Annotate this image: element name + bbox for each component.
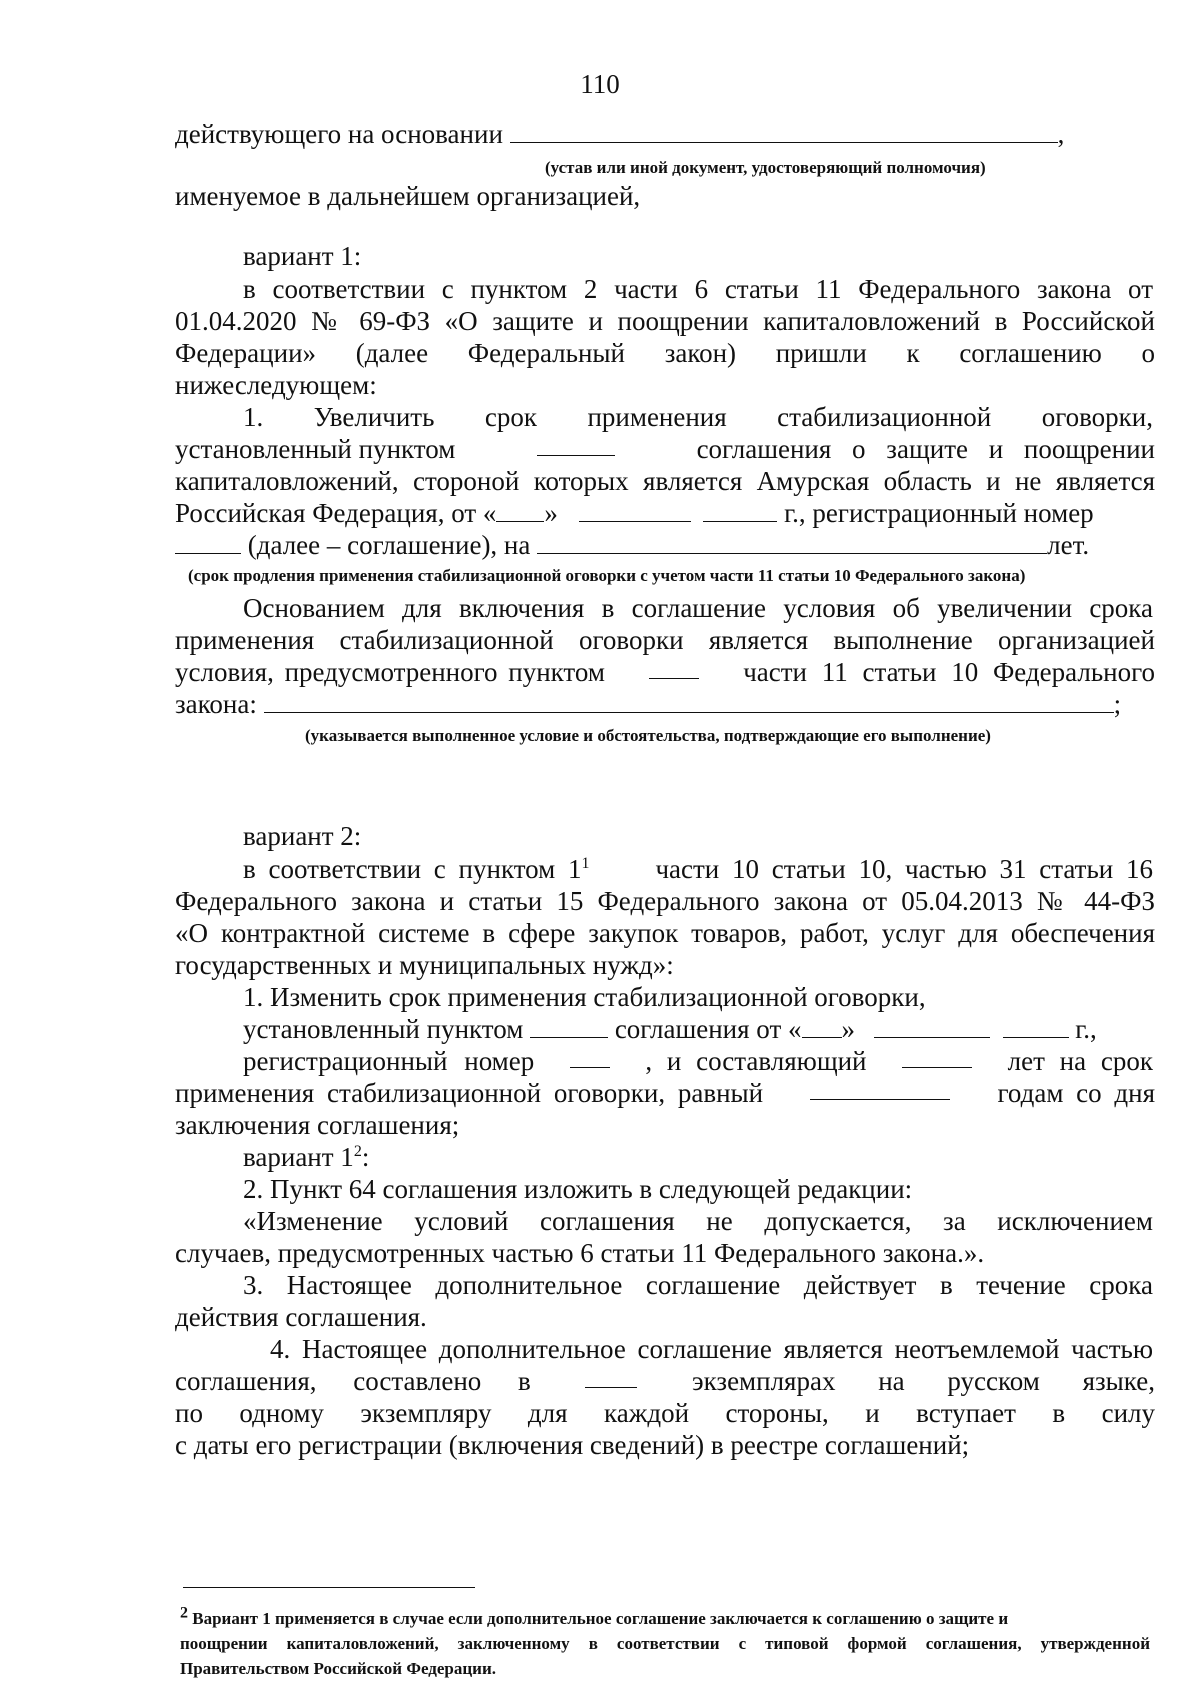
v2-item2-line2: «Изменение условий соглашения не допускается, за исключением [243, 1206, 1153, 1236]
v2-item1-l4b: годам со дня [997, 1078, 1155, 1108]
v1-item1-line5 [175, 529, 1155, 561]
variant1-title: вариант 1: [243, 241, 362, 271]
v2-p-line1 [243, 853, 1153, 885]
v2-p-l1-sup: 1 [581, 855, 590, 872]
named-as: именуемое в дальнейшем организацией, [175, 181, 641, 211]
v2-item1-line3 [243, 1045, 1153, 1077]
v1-p1-line4: нижеследующем: [175, 370, 377, 400]
v1-item1-l5a: (далее – соглашение), на [247, 530, 531, 560]
v2-p-l1a-text: в соответствии с пунктом 1 [243, 854, 582, 884]
v2-item1-l2a: установленный пунктом [243, 1014, 524, 1044]
v1-item1-line3: капиталовложений, стороной которых является Амурская область и не является [175, 466, 1155, 496]
v2-item2-line1: 2. Пункт 64 соглашения изложить в следующей редакции: [243, 1174, 913, 1204]
v2-p-line2: Федерального закона и статьи 15 Федерального закона от 05.04.2013 № 44-ФЗ [175, 886, 1155, 916]
v2-item1-l4a: применения стабилизационной оговорки, равный [175, 1078, 764, 1108]
v2-item1-line2 [243, 1013, 1153, 1045]
v1-regnum-blank[interactable] [175, 531, 241, 554]
v2-item1-l2b: соглашения от « [614, 1014, 802, 1044]
v1-years-blank[interactable] [537, 531, 1047, 554]
v2-item1-l2c: » [841, 1014, 855, 1044]
v1-item1-line1: 1. Увеличить срок применения стабилизационной оговорки, [243, 402, 1153, 432]
v2-p-line3: «О контрактной системе в сфере закупок товаров, работ, услуг для обеспечения [175, 918, 1155, 948]
v1-item1-l2a: установленный пунктом [175, 434, 456, 464]
v1-p1-line1: в соответствии с пунктом 2 части 6 статьи 11 Федерального закона от [243, 274, 1153, 304]
footnote-line1 [180, 1606, 1150, 1631]
v2-sub-title-text: вариант 1 [243, 1142, 354, 1172]
v2-years-blank[interactable] [902, 1045, 972, 1068]
v1-basis-line3 [175, 656, 1155, 688]
v1-item1-l4a: Российская Федерация, от « [175, 498, 497, 528]
v2-item4-l2a: соглашения, составлено в [175, 1366, 531, 1396]
v2-sub-colon: : [361, 1142, 370, 1172]
v1-condition-hint: (указывается выполненное условие и обстоятельства, подтверждающие его выполнение) [305, 726, 991, 745]
v1-basis-l4b: ; [1113, 689, 1122, 719]
v2-item1-l3c: лет на срок [1007, 1046, 1153, 1076]
v2-day-blank[interactable] [802, 1015, 842, 1038]
basis-hint: (устав или иной документ, удостоверяющий полномочия) [545, 158, 986, 177]
footnote-line3: Правительством Российской Федерации. [180, 1659, 497, 1678]
v2-p-line4: государственных и муниципальных нужд»: [175, 950, 674, 980]
v1-item1-l4b: » [544, 498, 558, 528]
v2-year-blank[interactable] [1003, 1015, 1069, 1038]
v1-item1-line2 [175, 433, 1155, 465]
v1-basis-l3b: части 11 статьи 10 Федерального [743, 657, 1155, 687]
v1-condition-blank[interactable] [264, 690, 1114, 713]
v2-item1-line5: заключения соглашения; [175, 1110, 460, 1140]
v1-basis-l3a: условия, предусмотренного пунктом [175, 657, 605, 687]
v2-term-blank[interactable] [810, 1077, 950, 1100]
v2-item1-l2d: г., [1075, 1014, 1097, 1044]
v2-item1-line4 [175, 1077, 1155, 1109]
v2-p-l1a [243, 853, 589, 885]
v1-item1-l2b: соглашения о защите и поощрении [696, 434, 1155, 464]
v1-item1-l5b: лет. [1047, 530, 1090, 560]
v2-sub-sup: 2 [353, 1143, 362, 1160]
v1-clause-blank[interactable] [537, 433, 615, 456]
v1-p1-line2: 01.04.2020 № 69-ФЗ «О защите и поощрении капиталовложений в Российской [175, 306, 1155, 336]
footnote-mark: 2 [180, 1604, 188, 1622]
v1-basis-l4a: закона: [175, 689, 257, 719]
v1-years-hint: (срок продления применения стабилизационной оговорки с учетом части 11 статьи 10 Федерального закона) [188, 566, 1026, 585]
v2-item3-line1: 3. Настоящее дополнительное соглашение действует в течение срока [243, 1270, 1153, 1300]
v2-item4-l2b: экземплярах на русском языке, [692, 1366, 1155, 1396]
v2-item1-line1: 1. Изменить срок применения стабилизационной оговорки, [243, 982, 926, 1012]
v2-clause-blank[interactable] [530, 1015, 608, 1038]
basis-blank[interactable] [510, 120, 1058, 143]
v1-day-blank[interactable] [496, 499, 544, 522]
v2-item4-line3: по одному экземпляру для каждой стороны, и вступает в силу [175, 1398, 1155, 1428]
v1-item1-l4c: г., регистрационный номер [784, 498, 1094, 528]
v2-item4-line2 [175, 1365, 1155, 1397]
footnote-line2: поощрении капиталовложений, заключенному в соответствии с типовой формой соглашения, утвержденной [180, 1634, 1150, 1653]
v1-month-blank[interactable] [579, 499, 691, 522]
v2-regnum-blank[interactable] [570, 1045, 610, 1068]
v2-item2-line3: случаев, предусмотренных частью 6 статьи 11 Федерального закона.». [175, 1238, 985, 1268]
v1-point-blank[interactable] [649, 656, 699, 679]
v2-item1-l3a: регистрационный номер [243, 1046, 535, 1076]
v2-item3-line2: действия соглашения. [175, 1302, 427, 1332]
v1-item1-line4 [175, 497, 1155, 529]
v1-basis-line1: Основанием для включения в соглашение условия об увеличении срока [243, 593, 1153, 623]
page-number: 110 [580, 69, 620, 99]
v2-item4-line4: с даты его регистрации (включения сведений) в реестре соглашений; [175, 1430, 970, 1460]
footnote-text1: Вариант 1 применяется в случае если дополнительное соглашение заключается к соглашению о защите и [192, 1609, 1009, 1628]
v1-basis-line4 [175, 688, 1155, 720]
footnote-divider [183, 1587, 475, 1588]
v2-copies-blank[interactable] [585, 1365, 637, 1388]
v2-item1-l3b: , и составляющий [645, 1046, 867, 1076]
v1-basis-line2: применения стабилизационной оговорки является выполнение организацией [175, 625, 1155, 655]
v1-year-blank[interactable] [703, 499, 777, 522]
basis-label: действующего на основании [175, 119, 503, 149]
v2-month-blank[interactable] [874, 1015, 990, 1038]
variant2-title: вариант 2: [243, 821, 362, 851]
v2-sub-title [243, 1141, 1200, 1173]
basis-line [175, 118, 1155, 150]
basis-end: , [1057, 119, 1065, 149]
v2-item4-line1: 4. Настоящее дополнительное соглашение является неотъемлемой частью [270, 1334, 1153, 1364]
v2-p-l1b: части 10 статьи 10, частью 31 статьи 16 [655, 854, 1153, 884]
v1-p1-line3: Федерации» (далее Федеральный закон) пришли к соглашению о [175, 338, 1155, 368]
